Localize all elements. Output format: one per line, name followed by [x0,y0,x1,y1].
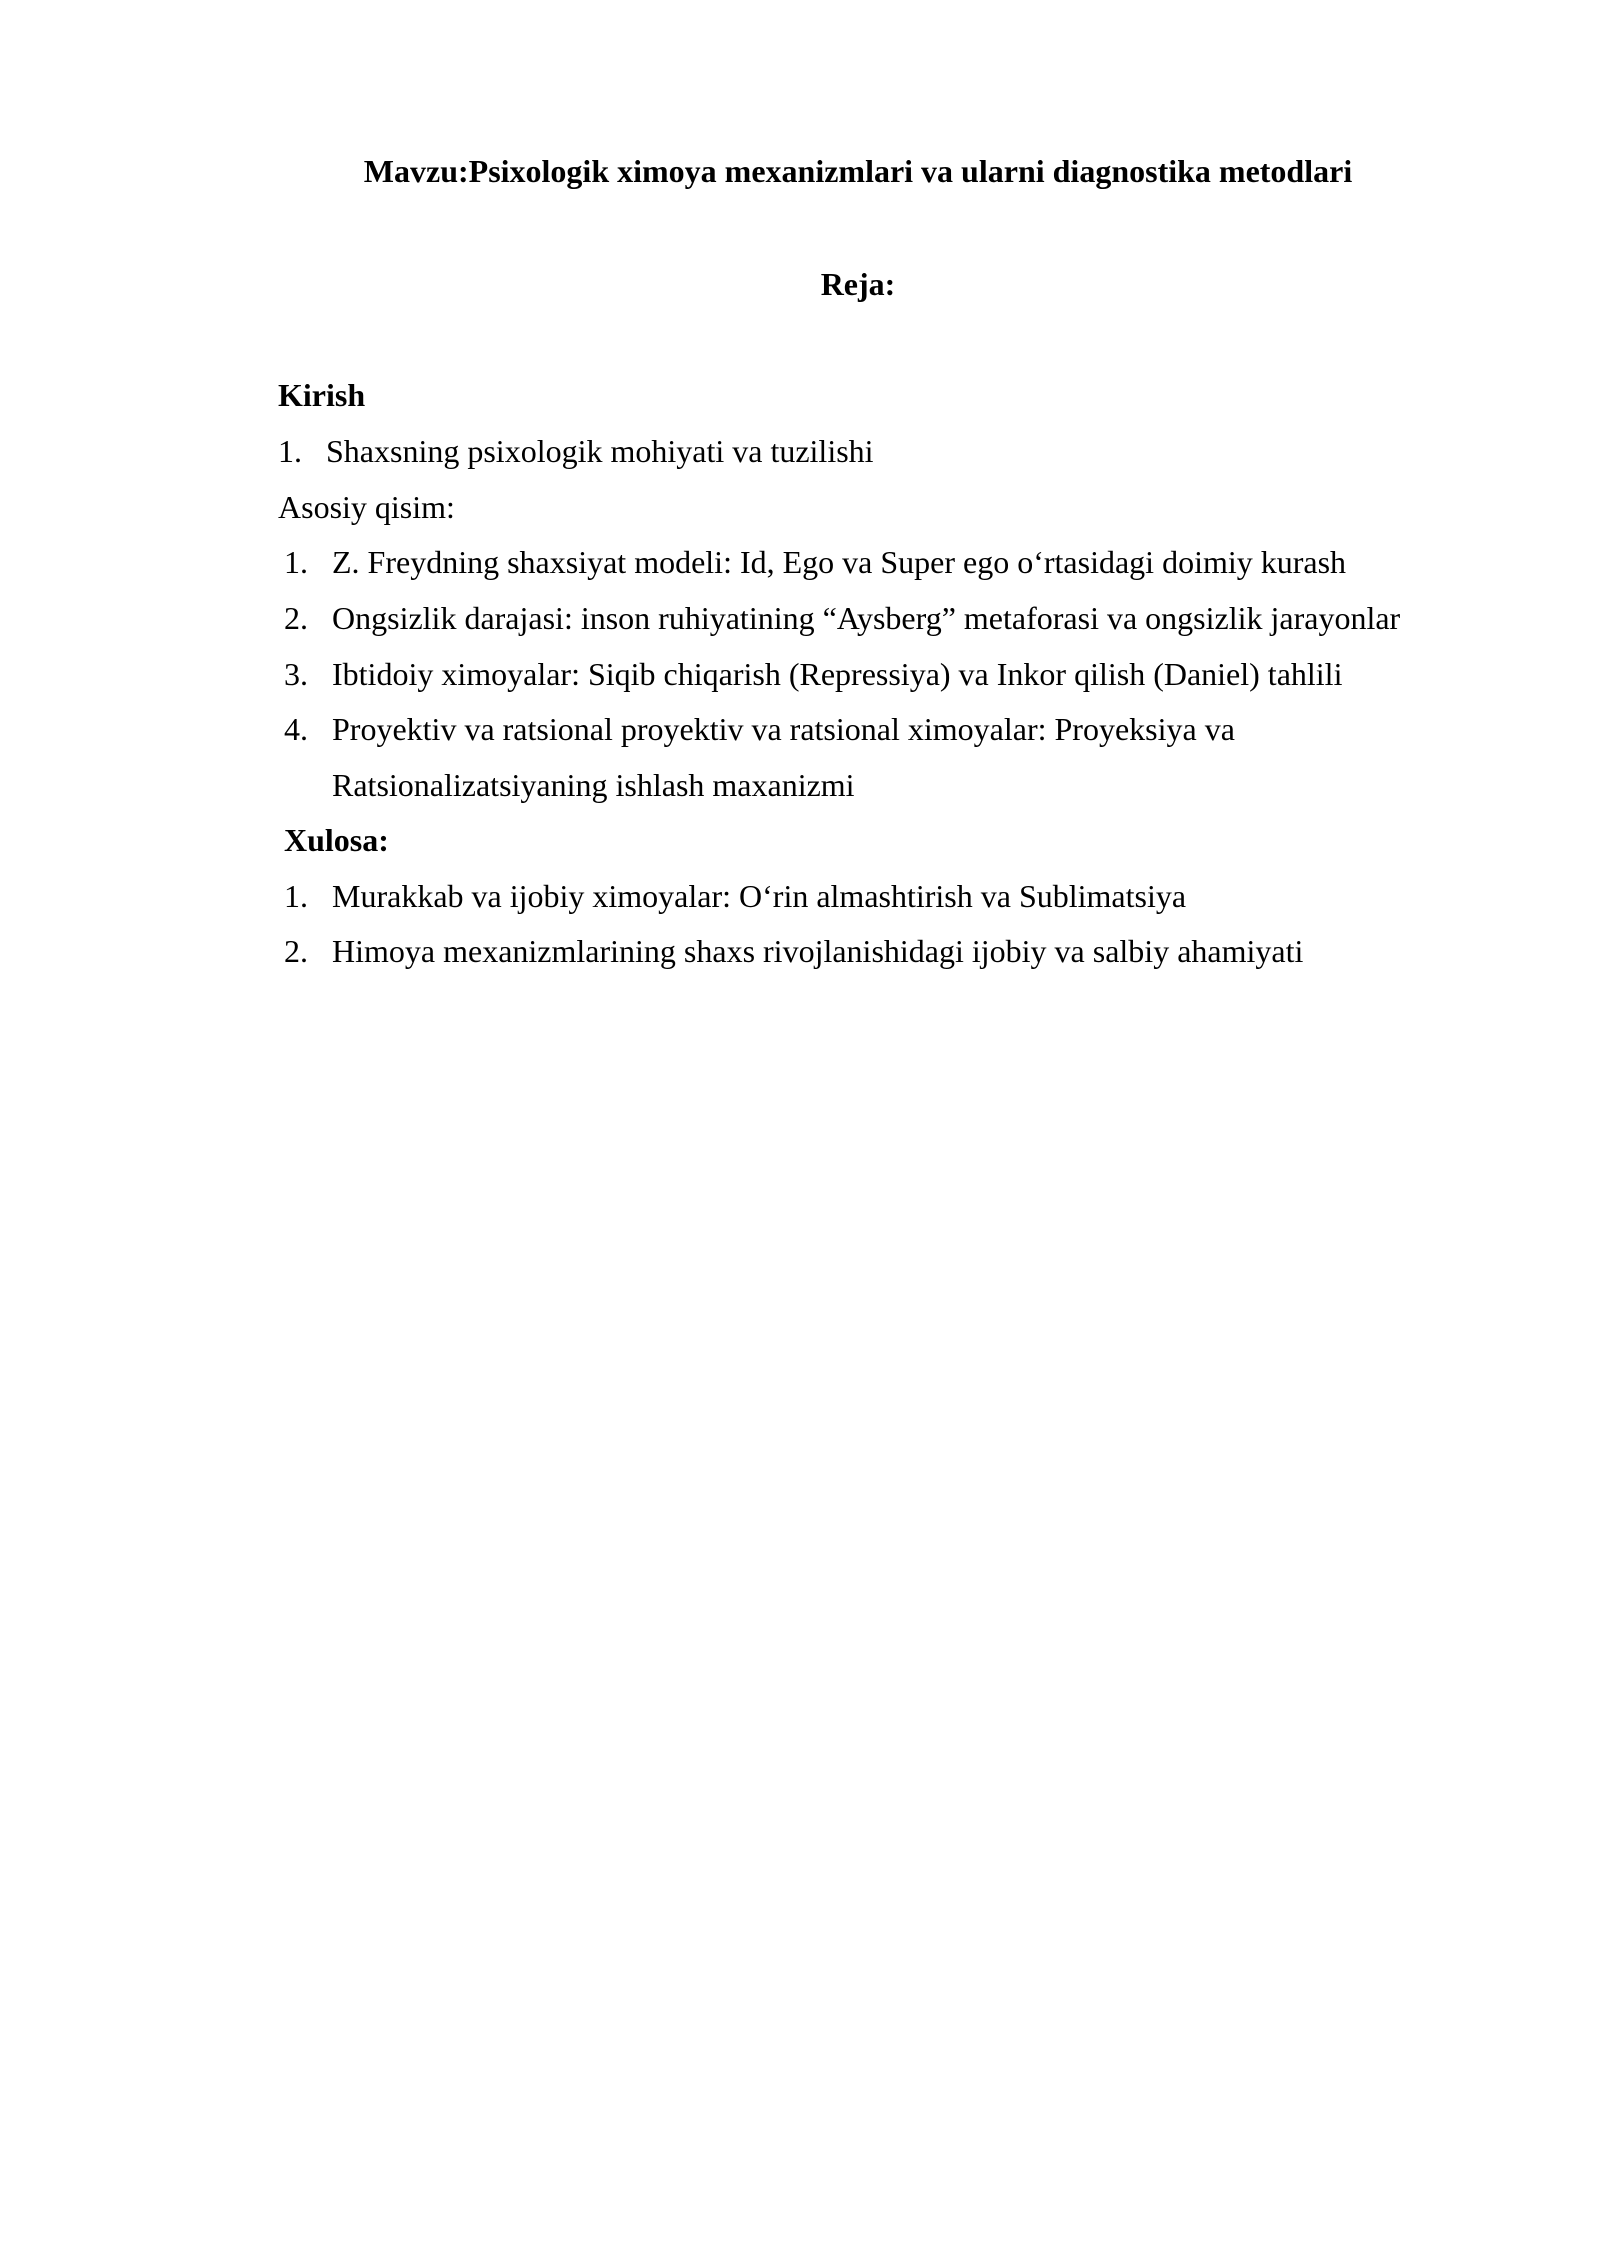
intro-item-text: Shaxsning psixologik mohiyati va tuzilishi [326,433,874,469]
main-item-text: Z. Freydning shaxsiyat modeli: Id, Ego va Super ego o‘rtasidagi doimiy kurash [332,544,1347,580]
conclusion-item-number: 2. [284,933,308,969]
main-item-text: Ongsizlik darajasi: inson ruhiyatining “Aysberg” metaforasi va ongsizlik jarayonlar [332,600,1401,636]
main-item-number: 2. [284,600,308,636]
main-item-text: Proyektiv va ratsional proyektiv va ratsional ximoyalar: Proyeksiya va [332,711,1235,747]
conclusion-heading: Xulosa: [284,822,389,858]
main-heading: Asosiy qisim: [278,489,455,525]
main-item-text-continuation: Ratsionalizatsiyaning ishlash maxanizmi [332,767,855,803]
conclusion-item-number: 1. [284,878,308,914]
plan-heading: Reja: [820,266,896,302]
intro-heading: Kirish [278,377,366,413]
main-item-number: 4. [284,711,308,747]
main-item-number: 1. [284,544,308,580]
conclusion-item-text: Himoya mexanizmlarining shaxs rivojlanishidagi ijobiy va salbiy ahamiyati [332,933,1304,969]
main-item-text: Ibtidoiy ximoyalar: Siqib chiqarish (Repressiya) va Inkor qilish (Daniel) tahlili [332,656,1343,692]
intro-item-number: 1. [278,433,302,469]
document-title: Mavzu:Psixologik ximoya mexanizmlari va ularni diagnostika metodlari [363,153,1353,189]
conclusion-item-text: Murakkab va ijobiy ximoyalar: O‘rin almashtirish va Sublimatsiya [332,878,1187,914]
main-item-number: 3. [284,656,308,692]
